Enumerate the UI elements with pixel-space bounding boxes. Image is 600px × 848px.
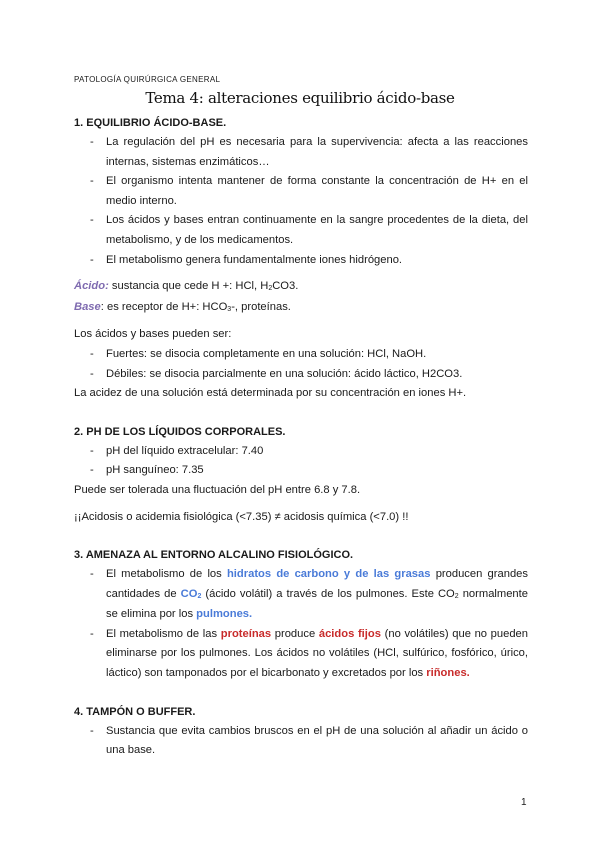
list-item: - pH sanguíneo: 7.35 — [74, 461, 528, 481]
section-1-heading: 1. EQUILIBRIO ÁCIDO-BASE. — [74, 117, 227, 129]
list-item: - El organismo intenta mantener de forma constante la concentración de H+ en el medio interno. — [74, 172, 528, 211]
list-item: - El metabolismo de los hidratos de carbono y de las grasas producen grandes cantidades de $CO_2$ (ácido volátil) a través de los pulmones. Este $CO_2$ normalmente se elimina por los pulmones. — [74, 565, 528, 625]
page-number: 1 — [521, 797, 527, 808]
highlight-co2: $CO_2$ — [180, 587, 202, 600]
highlight-lungs: pulmones. — [196, 608, 253, 621]
highlight-fixed-acids: ácidos fijos — [318, 627, 381, 640]
section-3-heading: 3. AMENAZA AL ENTORNO ALCALINO FISIOLÓGICO. — [74, 549, 354, 562]
list-item: - Los ácidos y bases entran continuamente en la sangre procedentes de la dieta, del metabolismo, y de los medicamentos. — [74, 211, 528, 250]
section-4-list — [74, 722, 528, 761]
section-4-heading: 4. TAMPÓN O BUFFER. — [74, 705, 196, 718]
base-definition: Base: es receptor de H+: $HCO_3-$, proteínas. — [74, 300, 291, 313]
list-item: - Sustancia que evita cambios bruscos en el pH de una solución al añadir un ácido o una base. — [74, 722, 528, 761]
base-term: Base — [74, 300, 101, 313]
course-header: PATOLOGÍA QUIRÚRGICA GENERAL — [74, 75, 221, 84]
acidity-note: La acidez de una solución está determinada por su concentración en iones H+. — [74, 387, 467, 400]
highlight-carbs-fats: hidratos de carbono y de las grasas — [226, 568, 431, 581]
acidosis-note: ¡¡Acidosis o acidemia fisiológica (<7.35) ≠ acidosis química (<7.0) !! — [74, 510, 409, 523]
types-intro: Los ácidos y bases pueden ser: — [74, 328, 232, 341]
document-body — [74, 114, 528, 761]
list-item: - Fuertes: se disocia completamente en una solución: HCl, NaOH. — [74, 345, 528, 365]
list-item: - El metabolismo de las proteínas produce ácidos fijos (no volátiles) que no pueden eliminarse por los pulmones. Los ácidos no volátiles (HCl, sulfúrico, fosfórico, úrico, láctico) son tamponados por el bicarbonato y excretados por los riñones. — [74, 625, 528, 684]
tolerance-note: Puede ser tolerada una fluctuación del pH entre 6.8 y 7.8. — [74, 483, 361, 496]
highlight-proteins: proteínas — [220, 627, 272, 640]
highlight-kidneys: riñones. — [426, 667, 470, 680]
types-list — [74, 345, 528, 384]
section-3-list — [74, 565, 528, 684]
section-1-list — [74, 133, 528, 270]
list-item: - La regulación del pH es necesaria para la supervivencia: afecta a las reacciones internas, sistemas enzimáticos… — [74, 133, 528, 172]
acid-term: Ácido: — [74, 280, 109, 293]
list-item: - El metabolismo genera fundamentalmente iones hidrógeno. — [74, 251, 528, 271]
section-2-heading: 2. PH DE LOS LÍQUIDOS CORPORALES. — [74, 425, 286, 438]
acid-definition: Ácido: sustancia que cede H +: HCl, $H_2CO3$. — [74, 280, 299, 293]
list-item: - Débiles: se disocia parcialmente en una solución: ácido láctico, H2CO3. — [74, 365, 528, 385]
list-item: - pH del líquido extracelular: 7.40 — [74, 442, 528, 462]
page-title: Tema 4: alteraciones equilibrio ácido-base — [145, 89, 455, 107]
section-2-list — [74, 442, 528, 481]
